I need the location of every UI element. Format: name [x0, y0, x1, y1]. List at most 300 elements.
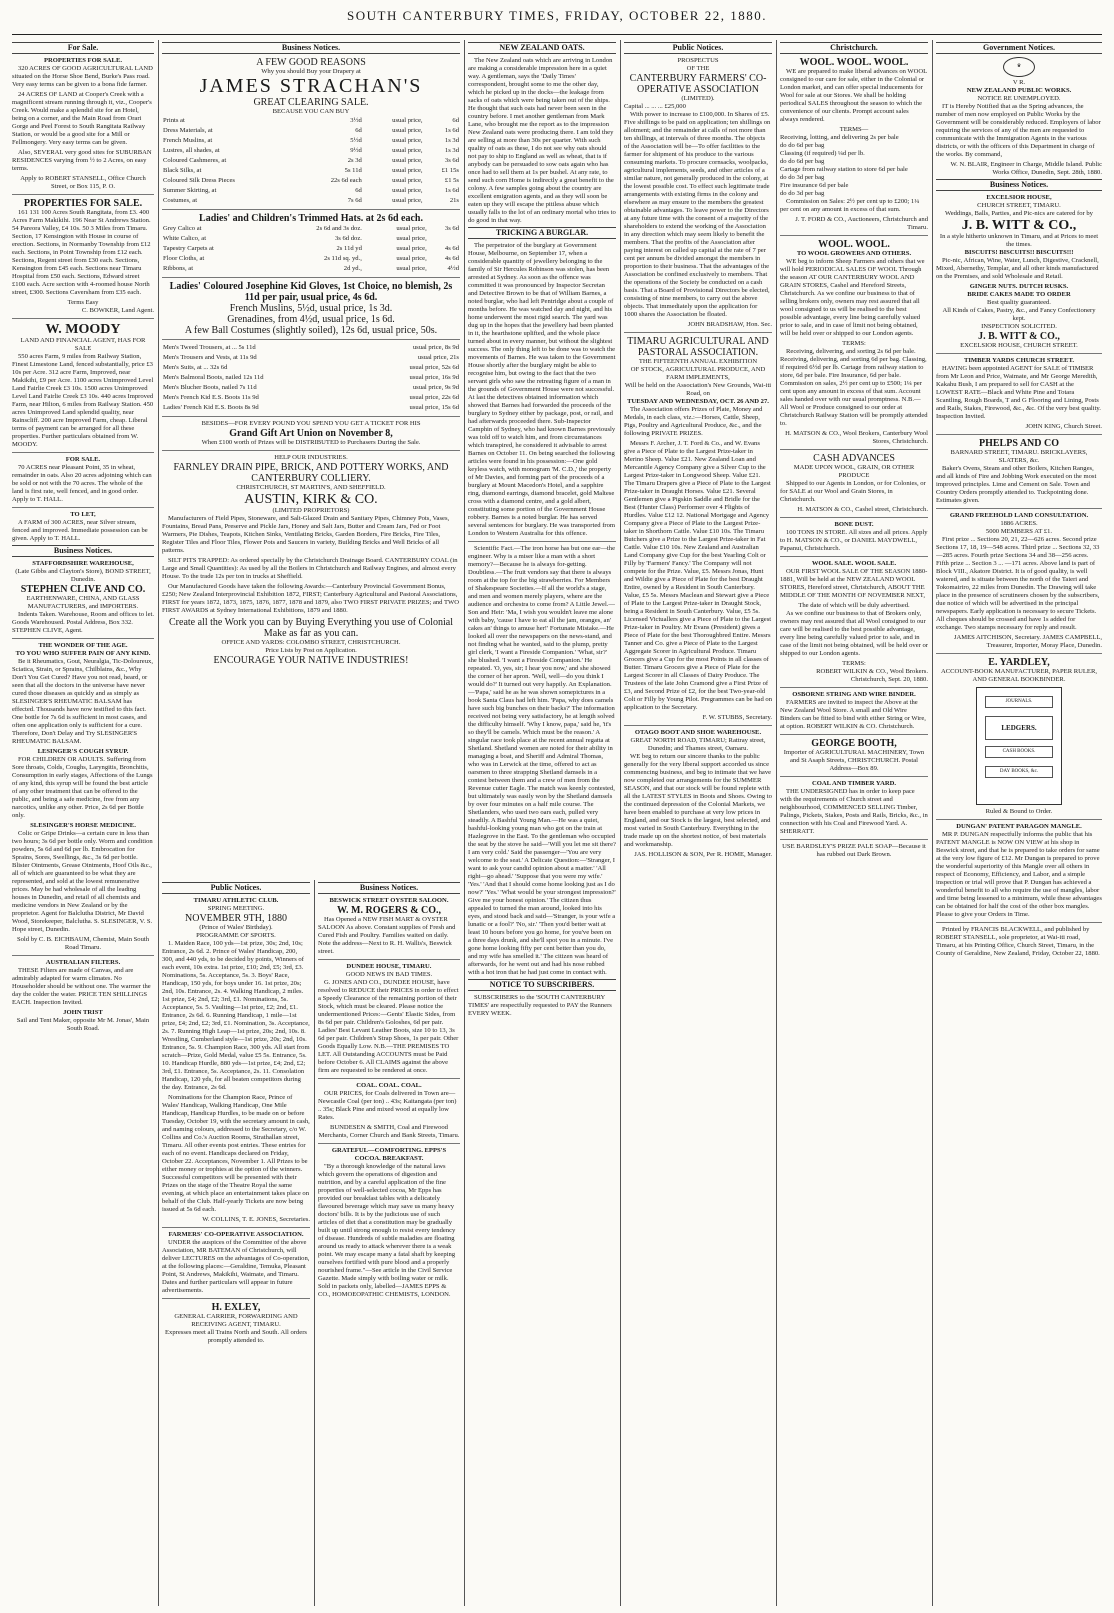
section-heading: Business Notices.	[162, 42, 460, 54]
article-text: Scientific Fact.—The iron horse has but one ear—the engineer. Why is a miser like a man with a short memory?—Because he is always for-getting. Doubtless.—The fruit vendors say that there is always room at the top for the big strawberries. For Members of Shakespeare Societies.—If all the world's a stage, and men and women merely players, where are the audience and orchestra to come from? A Little Jewel.—Son and Heir: 'Ma, I wish you wouldn't leave me alone with baby, 'cause I have to eat all the jam, oranges, an' cakes an' things to amuse her!' Fortunate Mistake.—He looked all over the newspapers on the news-stand, and not finding what he wanted, said to the plump, pretty girl clerk, 'I want a Fireside Companion.' 'What, sir?' she blushed. 'I want a Fireside Companion.' He repeated. 'O, yes, sir; I hear you now,' and she showed the corner of her apron. 'Well, well—do you think I would do?' It turned out very happily. An Explanation.—'Papa,' said he as he was shown somepictures in a book Santa Claus had left him. 'Papa, why does camels have such big bunches on their backs?' The information received not being very satisfactory, he at length solved the difficulty himself. 'Why I know, papa,' said he, 'it's so they'll be camels. Which must be the reason.' A singular race took place at the recent annual regatta at Shetland. Shetland women are noted for their ability in managing a boat, and Sheriff and Admiral Thomas, who was in Lerwick at the time, offered to act as oarsmen to three strapping Shetland damsels in a contest between them and a crew of men from the Revenue cutter Eagle. The match was keenly contested, but ultimately was easily won by the Shetland damsels by over four minutes on a half mile course. The Shetlanders, who used two oars each, pulled very steadily. A Bashful Young Man.—He was a quiet, bashful-looking young man who got on the train at Hazlegrove in the East. To the gentleman who occupied the seat by the stove he said—'Will you let me sit there? I am very cold.' Said the passenger—'You are very welcome to the seat.' A Delicate Question:—'Stranger, I want to ask your candid opinion about a matter.' 'All right—go ahead.' 'Suppose that you were my wife.' 'Yes.' 'And that I should come home looking just as I do now?' 'Yes.' 'What would be your strongest impression?' Give me your honest opinion.' The citizen thus appealed to turned the man around, looked into his eyes, and stood back and said—'Stranger, is your wife a lunatic or a fool?' 'No, sir.' 'Then you'd better wait at least 10 hours before you go home, for you've been on a three days drunk, and she'll spot you in a minute. I've gone home looking fifty per cent better than you do, and my wife has smelled it.' The citizen was heard of afterwards, for he went out and had his nose rubbed with a hot iron that he had just come in contact with.	[468, 545, 616, 976]
section-heading: For Sale.	[12, 42, 154, 54]
terms-row: Cartage from railway station to store 6d per bale	[780, 166, 908, 173]
ad-heading: W. MOODY	[45, 322, 121, 337]
ad-heading: SLESINGER'S HORSE MEDICINE.	[30, 822, 136, 829]
ad-text: Will be held on the Association's New Grounds, Wai-iti Road, on	[624, 382, 772, 397]
price-cell: 6d	[355, 127, 362, 134]
price-cell: 2s 3d	[347, 157, 362, 164]
price-cell: 1s 6d	[444, 187, 459, 194]
price-table	[162, 116, 460, 206]
section-heading: Government Notices.	[936, 42, 1102, 54]
ad-heading: DUNGAN' PATENT PARAGON MANGLE.	[956, 823, 1082, 830]
ad-subheading: GOOD NEWS IN BAD TIMES.	[345, 971, 433, 978]
ad-text: Be it Rheumatics, Gout, Neuralgia, Tic-Doloureux, Sciatica, Strain, or Sprains, Chilblains, &c., Why Don't You Get Cured? Have you not read, heard, or seen that all the doctors in the universe have never cured those diseases as quickly and as simply as SLESINGER'S RHEUMATIC BALSAM has effected. Thousands have now testified to this fact. One bottle for 7s 6d is sufficient in most cases, and often one application only is sufficient for a cure. Therefore, Don't Delay and Try SLESINGER'S RHEUMATIC BALSAM.	[12, 658, 153, 745]
ad-heading: PROSPECTUS	[677, 57, 719, 64]
ad-heading: COAL AND TIMBER YARD.	[811, 780, 897, 787]
ad-heading: CASH ADVANCES	[813, 453, 895, 464]
ad-heading: BISCUITS! BISCUITS!! BISCUITS!!!	[964, 249, 1074, 256]
ad-heading: GEORGE BOOTH,	[811, 738, 897, 749]
ad-text: 161 131 100 Acres South Rangitata, from £3. 400 Acres Farm Makikihi. 196 Near St Andrews Station. 54 Pareora Valley, £4 10s. 50 3 Miles from Timaru. Section, 17 Kensington with House in course of erection. Sections, in Normanby Township from £12 each. Sections, in Point Township from £12 each. Sections, Regent street from £30 each. Sections, Kensington from £45 each. Sections near Timaru Hospital from £50 each. Sections, Edward street £100 each. Acre section with 4-roomed house North street, £300. Sections Caversham from £35 each.	[12, 209, 151, 296]
ad-heading: PROPERTIES FOR SALE.	[44, 57, 122, 64]
price-cell: 3s 6d doz.	[334, 235, 362, 242]
price-cell: 2s 11d yd	[336, 245, 362, 252]
price-cell: Costumes, at	[163, 197, 198, 204]
price-cell: 22s 6d each	[330, 177, 362, 184]
ad-text: THESE Filters are made of Canvas, and are admirably adapted for warm climates. No Householder should be without one. The warmer the day the colder the water. PRICE TEN SHILLINGS EACH. Inspection Invited.	[12, 967, 151, 1006]
column-strachan	[162, 40, 460, 878]
ad-heading: TERMS—	[839, 126, 869, 133]
terms-row: Fire insurance 6d per bale	[780, 182, 849, 189]
price-row	[162, 234, 460, 244]
ad-heading: GREAT CLEARING SALE.	[253, 97, 369, 108]
ad-text: CHRISTCHURCH, ST MARTIN'S, AND SHEFFIELD.	[236, 484, 386, 491]
ad-signature: JAS. HOLLISON & SON, Per R. HOME, Manager.	[634, 851, 772, 858]
terms-row: do do 3d per bag	[780, 174, 825, 181]
ledger-label: JOURNALS.	[985, 696, 1053, 708]
ad-text: As we confine our business to that of Brokers only, owners may rest assured that all Wool consigned to our care will be realised to the best possible advantage, every line being carefully valued prior to sale, and in case of the limit not being obtained, will be held over or shipped to our London agents.	[780, 610, 928, 657]
ad-text: Ruled & Bound to Order.	[985, 808, 1053, 815]
ad-subheading: 1886 ACRES.	[1000, 520, 1038, 527]
column-public-notices	[162, 880, 310, 1606]
ad-heading: W. M. ROGERS & CO.,	[336, 905, 442, 916]
price-cell: usual price, 16s 9d	[409, 374, 459, 381]
ad-heading: COAL. COAL. COAL.	[356, 1082, 422, 1089]
ad-text: OFFICE AND YARDS: COLOMBO STREET, CHRISTCHURCH.	[221, 639, 401, 646]
ad-heading: PROPERTIES FOR SALE.	[23, 198, 143, 209]
ad-text: (LIMITED PROPRIETORS)	[272, 507, 350, 514]
ad-signature: JOHN TRIST	[63, 1009, 103, 1016]
masthead-rule	[12, 34, 1102, 35]
ad-text: CHURCH STREET, TIMARU.	[977, 202, 1061, 209]
section-heading: Public Notices.	[624, 42, 772, 54]
ad-heading: FOR SALE.	[65, 456, 101, 463]
price-cell: usual price,	[396, 245, 427, 252]
price-cell: usual price,	[392, 137, 423, 144]
price-row	[162, 264, 460, 274]
price-cell: French Muslins, at	[163, 137, 213, 144]
ad-signature: JOHN BRADSHAW, Hon. Sec.	[687, 321, 772, 328]
ad-text: Pic-nic, African, Wine, Water, Lunch, Digestive, Cracknell, Mixed, Abernethy, Templar, and all other kinds manufactured on the Premises, and sold Wholesale and Retail.	[936, 257, 1099, 280]
ad-heading: TIMARU ATHLETIC CLUB.	[193, 897, 279, 904]
ad-text: THE UNDERSIGNED has in order to keep pace with the requirements of Church street and neighbourhood, COMMENCED SELLING Timber, Palings, Pickets, Stakes, Posts and Rails, Bricks, &c., in connection with his Coal and Firewood Yard. A. SHERRATT.	[780, 788, 928, 835]
price-cell: Men's Blucher Boots, nailed 7s 11d	[163, 384, 257, 391]
article-text: The perpetrator of the burglary at Government House, Melbourne, on September 17, when a considerable quantity of jewellery belonging to the family of Sir Hercules Robinson was stolen, has been arrested at Sydney. As soon as the offence was committed it was pronounced by Inspector Secretan and Detective Brown to be that of William Barnes, a noted burglar, who had left Pentridge about a couple of months before. He was watched day and night, and his home underwent the most rigid search. The yard was dug up in the hopes that the jewellery had been planted in it, the hearthstone uplifted, and the whole place turned about in every manner, but without the slightest success. The only thing left to be done was to watch the movements of Barnes. He was taken to the Government House shortly after the burglary might be able to recognise him, but owing to the fact that the two servant girls who saw the retreating figure of a man in the grounds of Government House were not successful. At last the detectives obtained information which showed that Barnes had forwarded the proceeds of the burglary to Sydney either by package, post, or rail, and had afterwards proceeded there. Sub-Inspector Camphin of Sydney, who had known Barnes previously was told off to watch him, and from circumstances which transpired, he considered it advisable to arrest Barnes on October 11. On being searched the following articles were found in his possession:—One gold keyless watch, with monogram 'M. C.D.,' the property of Mr Davies, and forming part of the proceeds of a burglary at Mount Macedon's Hotel, and a sapphire ring, diamond earrings, diamond bracelet, gold Maltese cross with a diamond centre, and a gold albert, constituting some portion of the Government House robbery. Barnes is a noted burglar. He has served several sentences for burglary. He was transported from London to Western Australia for this offence.	[468, 242, 616, 537]
ad-text: 1. Maiden Race, 100 yds—1st prize, 30s; 2nd, 10s; Entrance, 2s 6d. 2. Prince of Wales' Handicap, 200, 300, and 440 yds, to be decided by points, Winners of each event, 10s extra. 1st prize, £10; 2nd, £5; 3rd, £3. Nominations, 5s. Acceptance, 5s. 3. Boys' Race, Handicap, 150 yds, for boys under 16. 1st prize, 20s; 2nd, 10s. Entrance, 2s. 4. Walking Handicap, 2 miles. 1st prize, £4; 2nd, £2; 3rd, £1. Nominations, 5s. Acceptance, 5s. 5. Vaulting—1st prize, £2; 2nd, £1. Entrance, 2s 6d. 6. Running Handicap, 1 mile—1st prize, £4; 2nd, £2; 3rd, £1. Nomination, 3s. Acceptance, 2s. 7. Running High Leap—1st prize, 20s; 2nd, 10s. 8. Wrestling, Cumberland style—1st prize, 20s; 2nd, 10s. Entrance, 5s. 9. Champion Race, 300 yds. All start from scratch—Prize, Gold Medal, value £5 5s. Entrance, 5s. 10. Handicap Hurdle, 880 yds—1st prize, £4; 2nd, £2; 3rd, £1. Entrance, 5s. Acceptance, 2s. 11. Consolation Handicap, 120 yds, for all beaten competitors during the day. Entrance, 2s 6d.	[162, 940, 310, 1091]
ad-heading: GRAND FREEHOLD LAND CONSULTATION.	[949, 512, 1089, 519]
ad-text: (Late Gibbs and Clayton's Store), BOND STREET, Dunedin.	[15, 568, 151, 583]
ad-signature: BUNDESEN & SMITH, Coal and Firewood Merchants, Corner Church and Bank Streets, Timaru.	[318, 1124, 460, 1139]
ad-text: 100 TONS IN STORE. All sizes and all prices. Apply to H. MATSON & CO., or DANIEL MAYDWELL, Papanui, Christchurch.	[780, 529, 928, 552]
ad-title: JAMES STRACHAN'S	[199, 75, 423, 97]
price-row	[162, 403, 460, 413]
price-cell: 1s 6d	[444, 127, 459, 134]
ad-text: FARMERS are invited to inspect the Above at the New Zealand Wool Store. A small and Old Wire Binders can be fitted to bind with either String or Wire, at option. ROBERT WILKIN & CO. Christchurch.	[780, 699, 926, 730]
price-row	[162, 393, 460, 403]
column-christchurch	[780, 40, 928, 1606]
ad-text: GENERAL CARRIER, FORWARDING AND RECEIVING AGENT, TIMARU.	[174, 1313, 298, 1328]
masthead: SOUTH CANTERBURY TIMES, FRIDAY, OCTOBER 22, 1880.	[347, 8, 767, 23]
column-business-notices	[318, 880, 460, 1606]
terms-row: do do 6d per bag	[780, 158, 825, 165]
ad-text: Colic or Gripe Drinks—a certain cure in less than two hours; 3s 6d per bottle only. Worm and condition powders, 5s 6d and 6d per lb. Embrocation for Sprains, Sores, Swellings, &c., 3s 6d per bottle. Blister Ointments, Grease Ointments, Hoof Oils &c., all of which are guaranteed to be what they are represented, and sold at the lowest remunerative prices. May be had wholesale of all the leading houses in Dunedin, and retail of all chemists and medicine vendors in New Zealand or by the proprietor. Agent for Balclutha District, Mr David Wood, Storekeeper, Balclutha. S. SLESINGER, V. S. Hope street, Dunedin.	[12, 830, 153, 933]
ledger-book-illustration	[976, 687, 1062, 805]
ad-text: USE BARDSLEY'S PRIZE PALE SOAP—Because it has rubbed out Dark Brown.	[782, 843, 926, 858]
ad-text: Commission on Sales: 2½ per cent up to £200; 1¼ per cent on any amount in excess of that sum.	[780, 198, 920, 213]
ad-subheading: EARTHENWARE, CHINA, AND GLASS MANUFACTURERS, and IMPORTERS.	[26, 595, 140, 610]
price-cell: usual price,	[392, 167, 423, 174]
ad-signature: C. BOWKER, Land Agent.	[81, 307, 154, 314]
ad-text: INSPECTION SOLICITED.	[981, 323, 1057, 330]
section-heading: Business Notices.	[936, 179, 1102, 191]
price-cell: 5½d	[350, 137, 362, 144]
price-cell: usual price,	[392, 147, 423, 154]
ad-text: HAVING been appointed AGENT for SALE of TIMBER from Mr Leon and Price, Waimate, and Mr George Meredith, Kakahu Bush, I am prepared to sell for CASH at the LOWEST RATE—Black and White Pine and Totara Scantling, Rough Boards, T and G Flooring and Lining, Posts and Rails, Stakes, Firewood, &c., &c. Of the very best quality. Inspection Invited.	[936, 365, 1101, 420]
ad-text: WE are prepared to make liberal advances on WOOL consigned to our care for sale, either in the Colonial or London market, and can offer special inducements for Wool for sale at our Stores. We shall be holding periodical SALES throughout the season to which the convenience of our clients. Prompt account sales always rendered.	[780, 68, 927, 123]
ad-title: J. B. WITT & CO.,	[961, 218, 1077, 233]
ad-signature: JOHN KING, Church Street.	[1025, 423, 1102, 430]
column-rule	[932, 40, 933, 1606]
price-row	[162, 196, 460, 206]
price-cell: Men's Balmoral Boots, nailed 12s 11d	[163, 374, 264, 381]
price-cell: 3s 6d	[444, 225, 459, 232]
ad-text: Expresses meet all Trains North and South. All orders promptly attended to.	[165, 1329, 307, 1344]
price-cell: £1 15s	[441, 167, 459, 174]
ad-text: Sail and Tent Maker, opposite Mr M. Jonas', Main South Road.	[16, 1017, 150, 1032]
ad-subheading: TO YOU WHO SUFFER PAIN OF ANY KIND.	[15, 650, 151, 657]
ad-signature: J. T. FORD & CO., Auctioneers, Christchurch and Timaru.	[795, 216, 928, 231]
ad-heading: WOOL. WOOL. WOOL.	[799, 57, 909, 68]
price-cell: usual price,	[392, 197, 423, 204]
ad-subheading: NOTICE RE UNEMPLOYED.	[977, 95, 1061, 102]
price-cell: usual price,	[396, 255, 427, 262]
price-row	[162, 186, 460, 196]
price-cell: usual price, 8s 9d	[412, 344, 459, 351]
ad-text: Has Opened a NEW FISH MART & OYSTER SALOON As above. Constant supplies of Fresh and Cured Fish and Poultry. Families waited on daily. Note the address—Next to R. H. Wallis's, Beswick street.	[318, 916, 456, 955]
column-rule	[464, 40, 465, 1606]
article-heading: NOTICE TO SUBSCRIBERS.	[468, 979, 616, 991]
ad-text: Why you should Buy your Drapery at	[261, 68, 361, 75]
price-cell: 3s 6d	[444, 157, 459, 164]
price-cell: Prints at	[163, 117, 185, 124]
ad-heading: STEPHEN CLIVE AND CO.	[20, 584, 146, 595]
ad-text: A few Ball Costumes (slightly soiled), 12s 6d, usual price, 50s.	[184, 325, 438, 336]
ad-heading: WOOL SALE. WOOL SALE.	[811, 560, 897, 567]
ad-heading: Ladies' and Children's Trimmed Hats. at 2s 6d each.	[199, 213, 423, 224]
ad-title: PHELPS AND CO	[978, 438, 1059, 449]
price-cell: 5s 11d	[344, 167, 362, 174]
ad-heading: TERMS:	[842, 340, 866, 347]
price-row	[162, 116, 460, 126]
price-cell: usual price,	[392, 157, 423, 164]
price-cell: 1s 3d	[444, 147, 459, 154]
ad-heading: OTAGO BOOT AND SHOE WAREHOUSE.	[634, 729, 762, 736]
ad-text: Also, SEVERAL very good sites for SUBURBAN RESIDENCES varying from ½ to 2 Acres, on easy terms.	[12, 149, 152, 172]
column-rule	[314, 880, 315, 1606]
price-cell: usual price,	[396, 265, 427, 272]
imprint: Printed by FRANCIS BLACKWELL, and published by ROBERT STANSELL, sole proprietor, at Wai-iti road, Timaru, at his Printing Office, Church Street, Timaru, in the County of Geraldine, New Zealand, Friday, October 22, 1880.	[936, 926, 1100, 957]
ad-heading: STAFFORDSHIRE WAREHOUSE,	[32, 560, 134, 567]
terms-row: Classing (if required) ¼d per lb.	[780, 150, 865, 157]
ad-text: (Prince of Wales' Birthday).	[199, 924, 273, 931]
ad-text: WE beg to inform Sheep Farmers and others that we will hold PERIODICAL SALES OF WOOL Through the season AT OUR CANTERBURY WOOL AND GRAIN STORES, Cashel and Hereford Streets, Christchurch. As we confine our business to that of selling brokers only, owners may rest assured that all wool consigned to us will be realised to the best possible advantage, every line being carefully valued prior to sale, and in case of limit not being obtained, will be held over or shipped to our London agents.	[780, 258, 925, 337]
ad-text: Shipped to our Agents in London, or for Colonies, or for SALE at our Wool and Grain Stores, in Christchurch.	[780, 480, 926, 503]
ad-subheading: ACCOUNT-BOOK MANUFACTURER, PAPER RULER, AND GENERAL BOOKBINDER.	[940, 668, 1097, 683]
price-row	[162, 353, 460, 363]
ad-text: A FARM of 300 ACRES, near Silver stream, fenced and improved. Immediate possession can be given. Apply to T. HALL.	[12, 519, 148, 542]
article-text: The New Zealand oats which are arriving in London are making a considerable impression here in a quiet way. A gentleman, says the 'Daily Times' correspondent, brought some to me the other day, which he picked up in the docks—the leakage from sacks of oats which were being taken out of the ships. He thought that such oats had never been seen in the country before. I met another gentleman from Mark Lane, who brought me the report as to the impression New Zealand oats were producing there. I am told they are selling at more than 30s per quarter. With such quality of oats as these, I do not see why oats should not pay to ship to England as well as wheat, that is if anybody can be persuaded to sow oats again who has once had to sell them at 1s per bushel. At any rate, to send such corn Home is indirectly a great benefit to the colony. A few samples going about the country are excellent emigration agents, and as they will soon be eaten up they will escape the pitiless abuse which usually falls to the lot of an ordinary mortal who tries to do good in that way.	[468, 57, 616, 224]
section-heading: Christchurch.	[780, 42, 928, 54]
column-for-sale	[12, 40, 154, 1606]
ad-heading: FARMERS' CO-OPERATIVE ASSOCIATION.	[168, 1231, 304, 1238]
price-cell: Men's Suits, at ... 32s 6d	[163, 364, 228, 371]
price-cell: 2d yd.,	[343, 265, 362, 272]
ad-signature: Sold by C. B. EICHBAUM, Chemist, Main South Road Timaru.	[16, 936, 150, 951]
ad-heading: OSBORNE STRING AND WIRE BINDER.	[792, 691, 916, 698]
ad-heading: H. EXLEY,	[211, 1302, 261, 1313]
ad-heading: THE WONDER OF THE AGE.	[38, 642, 128, 649]
price-cell: 2s 11d sq. yd.,	[324, 255, 362, 262]
price-cell: 3½d	[350, 117, 362, 124]
terms-row: do do 3d per bag	[780, 190, 825, 197]
ad-text: (LIMITED).	[681, 95, 715, 102]
ledger-label: LEDGERS.	[985, 716, 1053, 740]
ad-heading: PROGRAMME OF SPORTS.	[196, 932, 276, 939]
ad-text: 24 ACRES OF LAND at Cooper's Creek with a magnificent stream running through it, viz., Cooper's Creek. Would make a splendid site for an Hotel, being on a corner, and the Main Road from Orari Gorge and Peel Forest to South Rangitata Railway Station, or would be a good site for a Mill or Fellmongery. Very easy terms can be given.	[12, 91, 152, 146]
price-row	[162, 363, 460, 373]
ad-heading: HELP OUR INDUSTRIES.	[274, 454, 348, 461]
ad-text: French Muslins, 5½d, usual price, 1s 3d.	[229, 303, 393, 314]
ad-heading: BRIDE CAKES MADE TO ORDER	[967, 291, 1071, 298]
price-row	[162, 146, 460, 156]
price-cell: 4½d	[447, 265, 459, 272]
price-cell: usual price,	[392, 127, 423, 134]
price-row	[162, 373, 460, 383]
ad-heading: BONE DUST.	[834, 521, 874, 528]
ad-signature: W. COLLINS, T. E. JONES, Secretaries.	[202, 1216, 310, 1223]
ad-heading: DUNDEE HOUSE, TIMARU.	[346, 963, 432, 970]
price-row	[162, 343, 460, 353]
price-cell: Men's Tweed Trousers, at ... 5s 11d	[163, 344, 256, 351]
ad-title: J. B. WITT & CO.,	[978, 331, 1060, 342]
ad-text: Receiving, delivering, and sorting 2s 6d per bale. Receiving, delivering, and sorting 6d per bag. Classing, if required 6½d per lb. Cartage from railway station to store, 6d per bale. Fire Insurance, 6d per bale. Commission on sales, 2½ per cent up to £500; 1¼ per cent upon any amount in excess of that sum. Account sales handed over with our usual promptness. N.B.—All Wool or Produce consigned to our order at Christchurch Railway Station will be promptly attended to.	[780, 348, 928, 427]
price-cell: usual price,	[392, 117, 423, 124]
price-cell: Summer Skirting, at	[163, 187, 217, 194]
ad-text: Manufacturers of Field Pipes, Stoneware, and Salt-Glazed Drain and Sanitary Pipes, Chimney Pots, Vases, Fountains, Bread Pans, Preserve and Pickle Jars, Honey and Salt Jars, Butter and Cream Jars, Fed or Foot Warmers, Pie Dishes, Teapots, Kitchen Sinks, Ventilating Bricks, Garden Borders, Fire Bricks, Fire Tiles, Register Tiles and Floor Tiles, Flower Pots and Saucers in variety, Building Bricks and Well Bricks of all patterns.	[162, 515, 450, 554]
column-rule	[776, 40, 777, 1606]
section-heading: Business Notices.	[318, 882, 460, 894]
ad-text: 320 ACRES OF GOOD AGRICULTURAL LAND situated on the Horse Shoe Bend, Burke's Pass road. Very easy terms can be given to a bona fide farmer.	[12, 65, 153, 88]
article-heading: TRICKING A BURGLAR.	[468, 227, 616, 239]
ad-heading: FARNLEY DRAIN PIPE, BRICK, AND POTTERY WORKS, AND CANTERBURY COLLIERY.	[173, 462, 449, 484]
price-row	[162, 224, 460, 234]
section-heading: Public Notices.	[162, 882, 310, 894]
ad-heading: TUESDAY AND WEDNESDAY, OCT. 26 AND 27.	[627, 398, 769, 405]
price-cell: 21s	[449, 197, 459, 204]
ad-heading: Ladies' Coloured Josephine Kid Gloves, 1st Choice, no blemish, 2s 11d per pair, usual price, 4s 6d.	[169, 281, 453, 303]
ad-heading: GINGER NUTS. DUTCH RUSKS.	[969, 283, 1069, 290]
price-cell: 4s 6d	[444, 245, 459, 252]
ad-text: Grenadines, from 4½d, usual price, 1s 6d.	[227, 314, 395, 325]
ad-heading: WOOL. WOOL.	[818, 239, 890, 250]
terms-row: Receiving, lotting, and delivering 2s per bale	[780, 134, 899, 141]
column-public-notices-2	[624, 40, 772, 1606]
ad-heading: ENCOURAGE YOUR NATIVE INDUSTRIES!	[213, 655, 409, 666]
ad-text: WE beg to return our sincere thanks to the public generally for the very liberal support accorded us since commencing business, and beg to intimate that we have now completed our arrangements for the SUMMER SEASON, and that our stock will be found replete with all the LATEST STYLES in Boots and Shoes. Owing to the continued depression of the Colonial Markets, we have been enabled to purchase at very low prices in England, and our Stock is the largest, best selected, and most varied in South Canterbury. Everything in the trade made up on the shortest notice, of best materials and workmanship.	[624, 753, 772, 848]
ad-text: BECAUSE YOU CAN BUY	[272, 108, 350, 115]
ad-text: Our Manufactured Goods have taken the following Awards:—Canterbury Provincial Government Bonus, £250; New Zealand Interprovincial Exhibition 1872, FIRST; Canterbury Agricultural and Pastoral Associations, FIRST for years 1872, 1873, 1875, 1876, 1877, 1878 and 1879, also TWO FIRST PRIVATE PRIZES; and TWO FIRST AWARDS at Sydney International Exhibitions, 1879 and 1880.	[162, 583, 460, 614]
ad-signature: JAMES AITCHISON, Secretary. JAMES CAMPBELL, Treasurer, Importer, Moray Place, Dunedin.	[953, 634, 1102, 649]
price-cell: Ladies' French Kid E.S. Boots 8s 9d	[163, 404, 259, 411]
price-cell: usual price,	[396, 225, 427, 232]
ad-heading: LESINGER'S COUGH SYRUP.	[37, 748, 129, 755]
price-cell: Coloured Cashmeres, at	[163, 157, 227, 164]
price-cell: 2s 6d and 3s doz.	[316, 225, 362, 232]
ad-title: CANTERBURY FARMERS' CO-OPERATIVE ASSOCIATION	[629, 73, 767, 95]
price-cell	[428, 234, 460, 244]
price-cell: Tapestry Carpets at	[163, 245, 214, 252]
ad-heading: TO LET,	[70, 511, 96, 518]
column-government-notices	[936, 40, 1102, 1606]
price-cell: Ribbons, at	[163, 265, 194, 272]
price-cell: 4s 6d	[444, 255, 459, 262]
price-cell: Dress Materials, at	[163, 127, 213, 134]
ad-signature: H. MATSON & CO., Wool Brokers, Canterbury Wool Stores, Christchurch.	[785, 430, 928, 445]
ad-text: OUR PRICES, for Coals delivered in Town are—Newcastle Coal (per ton) .. 43s; Kaitangata (per ton) .. 35s; Black Pine and mixed wood at equally low Rates.	[318, 1090, 457, 1121]
ad-text: Nominations for the Champion Race, Prince of Wales' Handicap, Walking Handicap, One Mile Handicap, Handicap Hurdles, to be made on or before Tuesday, October 19, with the secretary amount in cash, and naming colours, addressed to the Secretary, c/o W. Collins and Co.'s Auction Rooms, Strathallan street, Timaru. All other events post entries. These entries for each of no event. Handicaps declared on Friday, October 22. Acceptances, November 1. All Prizes to be either money or trophies at the option of the winners. Successful competitors will be presented with their Prizes on the stage of the Theatre Royal the same evening, at which place an entertainment takes place on behalf of the Club. Half-yearly Tickets are now being issued at 5s 6d each.	[162, 1094, 310, 1213]
column-news	[468, 40, 616, 1606]
price-row	[162, 383, 460, 393]
ad-text: OF STOCK, AGRICULTURAL PRODUCE, AND FARM IMPLEMENTS,	[630, 366, 766, 381]
ad-signature: H. MATSON & CO., Cashel street, Christchurch.	[797, 506, 928, 513]
ad-text: UNDER the auspices of the Committee of the above Association, MR BATEMAN of Christchurch, will deliver LECTURES on the advantages of Co-operation, at the following places:—Geraldine, Temuka, Pleasant Point, St Andrews, Makikihi, Waimate, and Timaru. Dates and further particulars will appear in future advertisements.	[162, 1239, 310, 1294]
price-row	[162, 254, 460, 264]
price-cell: 9½d	[350, 147, 362, 154]
ad-text: "By a thorough knowledge of the natural laws which govern the operations of digestion and nutrition, and by a careful application of the fine properties of well-selected cocoa, Mr Epps has provided our breakfast tables with a delicately flavoured beverage which may save us many heavy doctors' bills. It is by the judicious use of such articles of diet that a constitution may be gradually built up until strong enough to resist every tendency of disease. Hundreds of subtle maladies are floating around us ready to attack wherever there is a weak point. We may escape many a fatal shaft by keeping ourselves fortified with pure blood and a properly nourished frame."—See article in the Civil Service Gazette. Made simply with boiling water or milk. Sold in packets only, labelled—JAMES EPPS & CO., HOMOEOPATHIC CHEMISTS, LONDON.	[318, 1163, 456, 1298]
ad-text: Weddings, Balls, Parties, and Pic-nics are catered for by	[945, 210, 1093, 217]
price-row	[162, 126, 460, 136]
price-cell: £1 5s	[444, 177, 459, 184]
ad-text: Baker's Ovens, Steam and other Boilers, Kitchen Ranges, and all kinds of Fire and Jobbing Work executed on the most improved principles. Lime and Cement on Sale. Town and Country Orders promptly attended to. Tuckpointing done. Estimates given.	[936, 465, 1097, 504]
ad-text: 70 ACRES near Pleasant Point, 35 in wheat, remainder in oats. Also 20 acres adjoining which can be sold or not with the 70 acres. The whole of the land is first rate, well fenced, and in good order. Apply to T. HALL.	[12, 464, 152, 503]
price-table	[162, 343, 460, 413]
ad-text: The Association offers Prizes of Plate, Money and Medals, in each class, viz.:—Horses, Cattle, Sheep, Pigs, Poultry and Agricultural Produce, &c., and the following PRIVATE PRIZES.	[624, 406, 763, 437]
ad-signature: F. W. STUBBS, Secretary.	[702, 714, 772, 721]
ad-heading: GRATEFUL—COMFORTING. EPPS'S COCOA. BREAKFAST.	[331, 1147, 447, 1162]
ad-text: Terms Easy	[67, 299, 99, 306]
ad-text: EXCELSIOR HOUSE, CHURCH STREET.	[960, 342, 1078, 349]
ad-text: 550 acres Farm, 9 miles from Railway Station, Finest Limestone Land, fenced substantially, price £3 10s per Acre. 312 acre Farm, Improved, near Makikihi, £9 per Acre. 1100 acres Unimproved Level Land Fairlie Creek £3 10s. 1500 acres Unimproved Level Land Fairlie Creek £3 10s. 440 acres Improved Farm, near Hilton, 6 miles from Railway Station. 450 acres Unimproved Land splendid quality, near Rainscliff. 200 acre Improved Farm, cheap. Liberal terms of payment can be arranged for all these properties. Further particulars obtained from W. MOODY.	[12, 353, 154, 448]
price-cell: usual price, 9s 9d	[412, 384, 459, 391]
price-cell: usual price, 22s 6d	[409, 394, 459, 401]
ad-heading: EXCELSIOR HOUSE,	[986, 194, 1052, 201]
ad-text: Messrs F. Archer, J. T. Ford & Co., and W. Evans give a Piece of Plate to the Largest Prize-taker in Merino Sheep. Value £21. New Zealand Loan and Mercantile Agency Company give a Silver Cup to the Largest Prize-taker in Longwood Sheep. Value £21. The Timaru Drapers give a Piece of Plate to the Largest Prize-taker in Draught Horses. Value £21. Several Gentlemen give a Pigskin Saddle and Bridle for the Best (Hunter Class) Performer over 4 Flights of Hurdles. Value £12 12. National Mortgage and Agency Company give a Piece of Plate to the Largest Prize-taker in Shorthorn Cattle. Value £10 10s. The Timaru Butchers give a Prize to the Largest Prize-taker in Fat Cattle. Value £10 10s. New Zealand and Australian Land Company give Cup for the best Yearling Colt or Filly by 'Farmers' Fancy.' The Company will not compete for the Prize. Value, £5. Messrs Jonas, Hunt and Wildie give a Piece of Plate for the best Draught Entire, owned by a Resident in South Canterbury. Value, £5 5s. Messrs Maclean and Stewart give a Piece of Plate to the Largest Prize-taker in Draught Stock, being a Resident in South Canterbury. Value, £5 5s. Licensed Victuallers give a Piece of Plate to the Largest Prize-taker in Poultry. Mr Evans (President) gives a Piece of Plate for the best Thoroughbred Entire. Messrs Tanner and Co. give a Piece of Plate to the Largest Aggregate Scorer in Agricultural Produce. Timaru Grocers give a Cup for the most Points in all classes of Butter. Timaru Grocers give a Piece of Plate for the Largest Scorer in all Classes of Dairy Produce. The Trustees of the late John Cramond give a First Prize of £3, and Second Prize of £2, for the best Two-year-old Colt or Filly by Young Pilot. Pregrammes can be had on application to the Secretary.	[624, 440, 772, 711]
price-table	[162, 224, 460, 274]
ad-subheading: MADE UPON WOOL, GRAIN, OR OTHER PRODUCE	[793, 464, 915, 479]
price-cell: usual price, 52s 6d	[409, 364, 459, 371]
section-heading: Business Notices.	[12, 545, 154, 557]
price-cell: Lustres, all shades, at	[163, 147, 220, 154]
ad-subheading: TO WOOL GROWERS AND OTHERS.	[796, 250, 912, 257]
ad-subheading: LAND AND FINANCIAL AGENT, HAS FOR SALE	[20, 337, 146, 352]
ad-text: All Kinds of Cakes, Pastry, &c., and Fancy Confectionery kept.	[942, 307, 1096, 322]
ad-text: MR P. DUNGAN respectfully informs the public that his PATENT MANGLE is NOW ON VIEW at his shop in Beswick street, and that he is prepared to take orders for same at the very low figure of £12. Mr Dungan is prepared to prove the wonderful superiority of this Mangle over all others in respect of Economy, Efficiency, and Labor, and a simple inspection or trial will prove that P. Dungan has achieved a wonderful benefit to all who require the use of mangles, labor and time being lessened to a minimum, while these advantages can be obtained for half the cost of the other box mangles. Please to give your Orders in Time.	[936, 831, 1102, 918]
article-text: SUBSCRIBERS to the 'SOUTH CANTERBURY TIMES' are respectfully requested to PAY the Runners EVERY WEEK.	[468, 994, 612, 1017]
price-cell: Floor Cloths, at	[163, 255, 205, 262]
ad-text: Importer of AGRICULTURAL MACHINERY, Town and St Asaph Streets, CHRISTCHURCH. Postal Address—Box 89.	[783, 749, 925, 772]
price-row	[162, 136, 460, 146]
ad-text: OF THE	[686, 65, 710, 72]
price-cell: usual price, 21s	[417, 354, 459, 361]
price-cell: usual price,	[396, 235, 427, 242]
price-cell: usual price, 15s 6d	[409, 404, 459, 411]
ad-signature: W. N. BLAIR, Engineer in Charge, Middle Island. Public Works Office, Dunedin, Sept. 28th, 1880.	[950, 161, 1102, 176]
ad-text: OUR FIRST WOOL SALE OF THE SEASON 1880-1881, Will be held at the NEW ZEALAND WOOL STORES, Hereford street, Christchurch, ABOUT THE MIDDLE OF THE MONTH OF NOVEMBER NEXT,	[780, 568, 928, 599]
terms-row: do do 6d per bag	[780, 142, 825, 149]
price-cell: Men's Trousers and Vests, at 11s 9d	[163, 354, 257, 361]
ad-text: Indents Taken. Warehouse, Room and offices to let. Goods Warehoused. Postal Address, Box 332. STEPHEN CLIVE, Agent.	[12, 611, 154, 634]
price-cell: 1s 3d	[444, 137, 459, 144]
ad-heading: NOVEMBER 9TH, 1880	[185, 913, 287, 924]
terms-list	[780, 134, 928, 198]
column-rule	[158, 40, 159, 1606]
ad-title: E. YARDLEY,	[988, 657, 1050, 668]
price-row	[162, 166, 460, 176]
price-cell: 6d	[452, 117, 459, 124]
price-cell: usual price,	[392, 177, 423, 184]
ad-text: First prize ... Sections 20, 21, 22—626 acres. Second prize Sections 17, 18, 19—548 acres. Third prize ... Sections 32, 33—285 acres. Fourth prize Sections 34 and 38—256 acres. Fifth prize ... Section 3 ... —171 acres. Above land is part of Block VIII., Akatore District. It is of good quality, is well watered, and is situate between the north of the Taieri and Tokomairiro, 22 miles from Dunedin. The Drawing will take place in the presence of scrutineers chosen by the subscribers, due notice of which will be advertised in the principal newspapers. Early application is necessary to secure Tickets. All cheques should be crossed and have 1s added for exchange. Two stamps necessary for reply and result.	[936, 536, 1100, 631]
ad-text: IT is Hereby Notified that as the Spring advances, the number of men now employed on Public Works by the Government will be considerably reduced. Employers of labor requiring the services of any of the men are requested to communicate with the Immigration Agents in the various districts, or with the officers of this Department in charge of the works. By command,	[936, 103, 1101, 158]
ledger-label: CASH BOOKS.	[985, 746, 1053, 758]
ad-title: TIMARU AGRICULTURAL AND PASTORAL ASSOCIATION.	[627, 336, 769, 358]
ad-subheading: SPRING MEETING.	[207, 905, 265, 912]
ad-text: Best quality guaranteed.	[987, 299, 1051, 306]
price-cell: usual price,	[392, 187, 423, 194]
ad-heading: BESWICK STREET OYSTER SALOON.	[329, 897, 449, 904]
ad-heading: A FEW GOOD REASONS	[256, 57, 366, 68]
ad-heading: Create all the Work you can by Buying Everything you use of Colonial Make as far as you can.	[169, 617, 453, 639]
price-cell: White Calico, at	[163, 235, 207, 242]
ledger-label: DAY BOOKS, &c.	[985, 766, 1053, 778]
ad-text: SILT PITS TRAPPED: As ordered specially by the Christchurch Drainage Board. CANTERBURY COAL (in Large and Small Quantities): As used by all the Boilers in Christchurch and Railway Engines, and almost every House. To the trade 12s per ton in trucks at Sheffield.	[162, 557, 458, 580]
price-cell: Black Silks, at	[163, 167, 202, 174]
price-row	[162, 244, 460, 254]
crest-label: V R.	[1012, 79, 1026, 86]
price-cell: 6d	[355, 187, 362, 194]
ad-signature: ROBERT WILKIN & CO., Wool Brokers. Christchurch, Sept. 20, 1880.	[816, 668, 928, 683]
ad-heading: NEW ZEALAND PUBLIC WORKS.	[966, 87, 1072, 94]
ad-text: FOR CHILDREN OR ADULTS. Suffering from Sore throats, Colds, Coughs, Laryngitis, Bronchitis, Consumption in early stages, Affections of the Lungs of any kind, this syrup will be found the best article of any other treatment that can be offered to the public, and being a safe medicine, free from any narcotics, unlike any other. Price, 2s 6d per Bottle only.	[12, 756, 153, 819]
ad-signature: Apply to ROBERT STANSELL, Office Church Street, or Box 115, P. O.	[20, 175, 146, 190]
ad-heading: TIMBER YARDS CHURCH STREET.	[963, 357, 1075, 364]
price-cell: 7s 6d	[347, 197, 362, 204]
ad-heading: THE FIFTEENTH ANNUAL EXHIBITION	[638, 358, 758, 365]
price-cell: Men's French Kid E.S. Boots 11s 9d	[163, 394, 259, 401]
ad-heading: AUSTRALIAN FILTERS.	[45, 959, 121, 966]
ad-text: Capital ... ... ... £25,000	[624, 103, 686, 110]
ad-text: BESIDES—FOR EVERY POUND YOU SPEND YOU GET A TICKET FOR HIS	[201, 420, 421, 427]
ad-heading: Grand Gift Art Union on November 8,	[229, 428, 393, 439]
ad-text: The date of which will be duly advertised.	[798, 602, 910, 609]
price-row	[162, 176, 460, 186]
ad-heading: TERMS:	[842, 660, 866, 667]
price-cell: Coloured Silk Dress Pieces	[163, 177, 235, 184]
ad-subheading: 5000 MEMBERS AT £1.	[985, 528, 1053, 535]
article-heading: NEW ZEALAND OATS.	[468, 42, 616, 54]
ad-subheading: BARNARD STREET, TIMARU. BRICKLAYERS, SLATERS, &c.	[950, 449, 1088, 464]
price-cell: Grey Calico at	[163, 225, 202, 232]
ad-title: AUSTIN, KIRK & CO.	[244, 492, 378, 507]
ad-text: With power to increase to £100,000. In Shares of £5. Five shillings to be paid on application; ten shillings on allotment; and the remainder at calls of not more than ten shillings, at intervals of three months. The objects of the Association will be—To offer facilities to the farmer for shipment of his produce to the various consuming markets. To procure cornsacks, woolpacks, agricultural implements, seeds, and other articles of a similar nature, not generally produced in the colony, at the lowest possible cost. To effect such legitimate trade arrangements with existing firms in the colony and elsewhere as may ensure to the members the greatest obtainable advantages. To leave power to the Directors at any future time with the consent of a majority of the shareholders to extend the working of the Association in any direction which may seem likely to benefit the members. That the profits of the Association after paying interest on called up capital at the rate of 7 per cent per annum be divided amongst the members in proportion to their business. That the advantages of the Association be confined exclusively to members. That the operations of the Society be conducted on a cash basis. That a Board of Provisional Directors be elected, consisting of nine members, to carry out the above objects. That immediately upon the application for 1000 shares the Association be floated.	[624, 111, 771, 318]
